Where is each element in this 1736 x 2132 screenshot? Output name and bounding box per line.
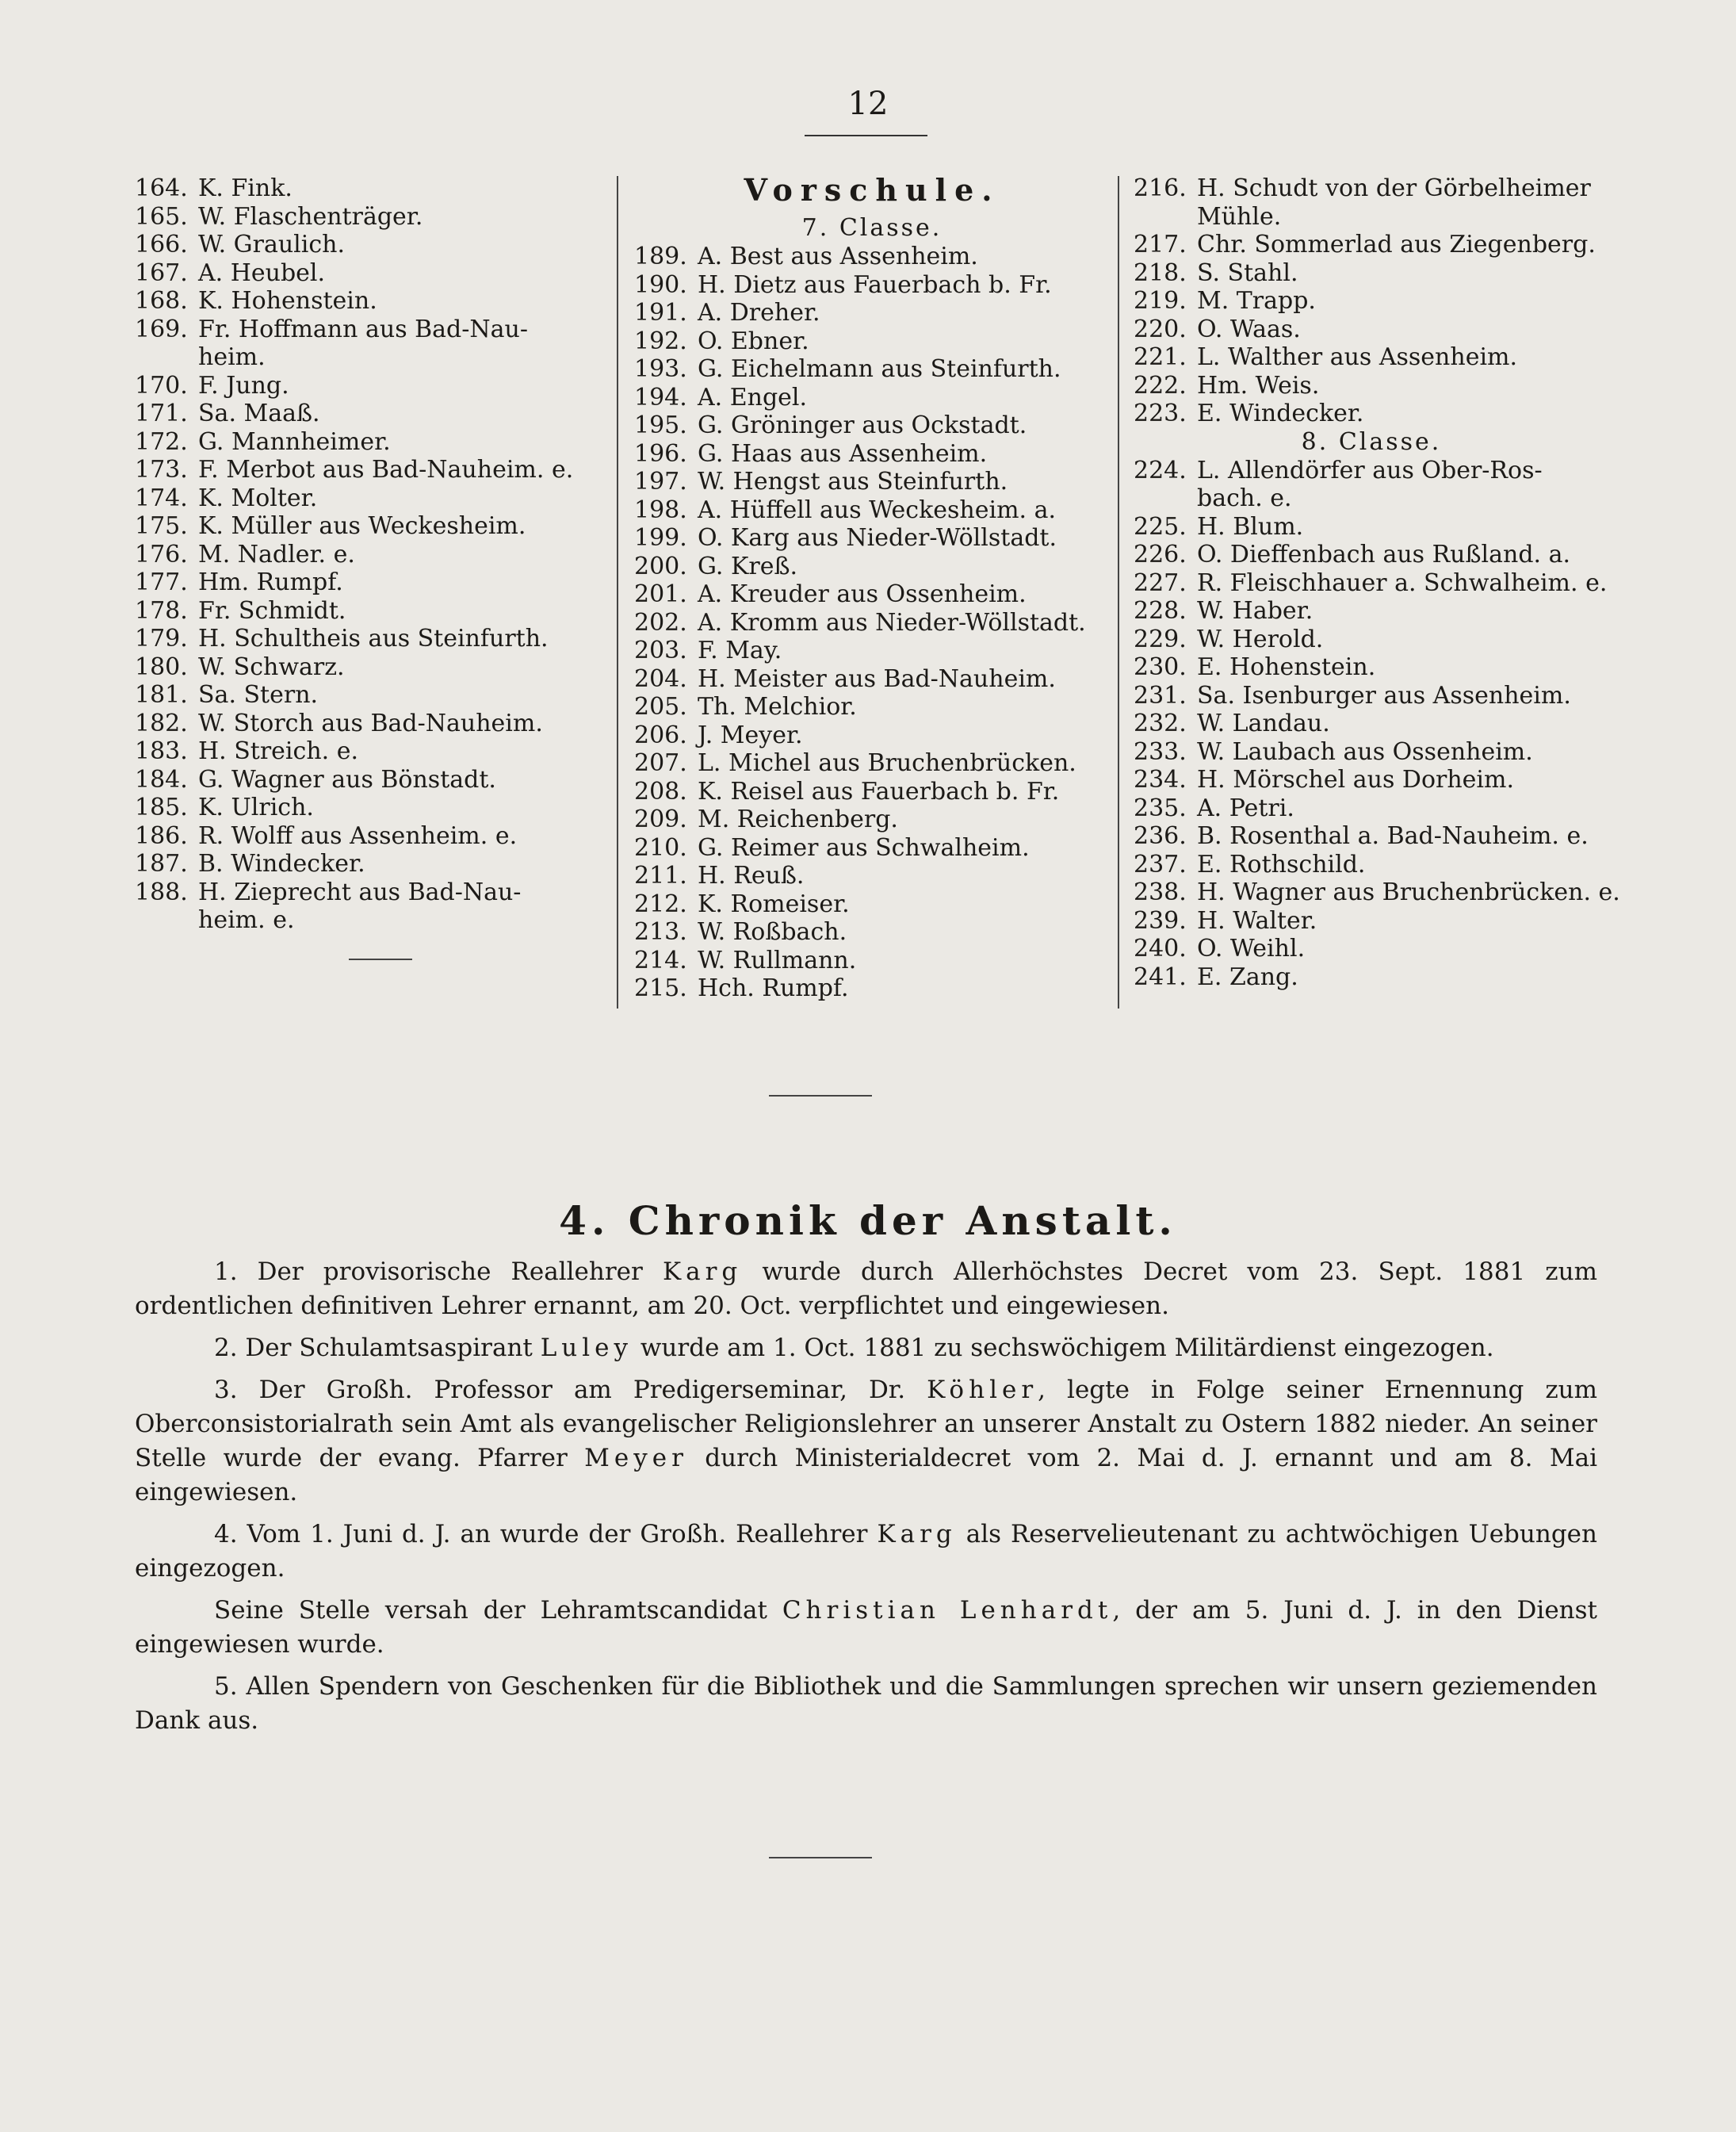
list-item bbox=[634, 665, 1110, 694]
entry-number: 180. bbox=[135, 653, 188, 681]
p3-text-a: 3. Der Großh. Professor am Predigerseminar, Dr. bbox=[214, 1376, 927, 1404]
entry-number: 190. bbox=[634, 270, 687, 299]
p3-name-1: Köhler bbox=[927, 1376, 1038, 1404]
p1-name: Karg bbox=[662, 1257, 743, 1286]
entry-text: Hch. Rumpf. bbox=[698, 974, 849, 1002]
list-item bbox=[634, 243, 1110, 271]
list-item bbox=[1134, 513, 1609, 542]
entry-number: 206. bbox=[634, 721, 687, 749]
entry-text: B. Windecker. bbox=[198, 850, 365, 878]
entry-text: H. Blum. bbox=[1197, 512, 1304, 541]
chronicle-paragraph-3 bbox=[135, 1373, 1597, 1510]
list-item bbox=[1134, 316, 1609, 344]
list-item bbox=[1134, 935, 1609, 963]
entry-number: 203. bbox=[634, 637, 687, 664]
entry-text: O. Weihl. bbox=[1197, 935, 1306, 963]
entry-number: 165. bbox=[135, 202, 188, 231]
chronicle-title: 4. Chronik der Anstalt. bbox=[559, 1197, 1177, 1244]
list-item bbox=[1134, 794, 1609, 823]
right-student-list-b bbox=[1134, 456, 1620, 992]
entry-number: 183. bbox=[135, 737, 188, 765]
entry-text: A. Heubel. bbox=[198, 258, 326, 287]
entry-number: 193. bbox=[634, 355, 687, 383]
entry-number: 187. bbox=[135, 850, 188, 878]
entry-text: A. Kreuder aus Ossenheim. bbox=[698, 580, 1027, 608]
list-item bbox=[634, 299, 1110, 327]
list-item bbox=[634, 384, 1110, 412]
p3-text-c: durch Ministerialdecret vom 2. Mai d. J. ernannt und am 8. Mai eingewiesen. bbox=[135, 1444, 1598, 1506]
entry-text: A. Best aus Assenheim. bbox=[698, 243, 978, 270]
entry-number: 191. bbox=[634, 299, 687, 327]
list-item bbox=[634, 974, 1110, 1003]
list-item bbox=[1134, 569, 1609, 598]
list-item bbox=[135, 822, 610, 851]
entry-text: K. Ulrich. bbox=[198, 794, 314, 821]
entry-number: 200. bbox=[634, 552, 687, 580]
chronicle-paragraph-6: 5. Allen Spendern von Geschenken für die Bibliothek und die Sammlungen sprechen wir unsern geziemenden Dank aus. bbox=[135, 1672, 1597, 1735]
entry-number: 218. bbox=[1134, 258, 1187, 287]
entry-text: G. Kreß. bbox=[698, 552, 798, 580]
list-item bbox=[1134, 626, 1609, 654]
left-column-end-rule bbox=[349, 959, 412, 960]
entry-text: A. Kromm aus Nieder-Wöllstadt. bbox=[698, 608, 1086, 637]
list-item bbox=[1134, 259, 1609, 288]
chronicle-body bbox=[135, 1255, 1597, 1746]
entry-number: 182. bbox=[135, 709, 188, 737]
entry-text: W. Haber. bbox=[1197, 597, 1313, 625]
list-item bbox=[135, 625, 610, 653]
right-column bbox=[1134, 174, 1620, 991]
entry-text: H. Schudt von der Görbelheimer bbox=[1197, 174, 1591, 202]
entry-text: E. Rothschild. bbox=[1197, 850, 1366, 878]
entry-text: K. Hohenstein. bbox=[198, 287, 377, 315]
list-item bbox=[634, 834, 1110, 863]
entry-text: A. Hüffell aus Weckesheim. a. bbox=[698, 496, 1057, 524]
list-item bbox=[634, 918, 1110, 947]
p3-text-b: , legte in Folge seiner Ernennung zum Oberconsistorialrath sein Amt als evangelischer Religionslehrer an unserer Anstalt zu Ostern 1882 nieder. An seiner Stelle wurde der evang. Pfarrer bbox=[135, 1376, 1598, 1472]
entry-text: Fr. Hoffmann aus Bad-Nau- bbox=[198, 315, 528, 343]
entry-number: 184. bbox=[135, 765, 188, 794]
entry-text: A. Engel. bbox=[698, 383, 808, 411]
list-item bbox=[634, 722, 1110, 750]
entry-number: 231. bbox=[1134, 681, 1187, 710]
entry-text: K. Müller aus Weckesheim. bbox=[198, 512, 526, 540]
entry-number: 239. bbox=[1134, 906, 1187, 935]
class-7-label: 7. Classe. bbox=[801, 214, 943, 242]
chronicle-paragraph-2 bbox=[135, 1331, 1597, 1365]
entry-number: 198. bbox=[634, 496, 687, 524]
list-item bbox=[1134, 174, 1609, 203]
entry-text: E. Windecker. bbox=[1197, 400, 1364, 427]
list-item bbox=[634, 580, 1110, 609]
entry-number: 196. bbox=[634, 439, 687, 468]
entry-number: 224. bbox=[1134, 456, 1187, 484]
entry-text: W. Flaschenträger. bbox=[198, 202, 423, 231]
list-item bbox=[634, 862, 1110, 890]
list-item bbox=[1134, 822, 1609, 851]
list-item bbox=[634, 355, 1110, 384]
page-number: 12 bbox=[847, 86, 889, 122]
left-student-list bbox=[135, 174, 610, 935]
list-item-continuation bbox=[135, 906, 610, 935]
list-item bbox=[135, 428, 610, 457]
list-item bbox=[634, 890, 1110, 919]
entry-text: Sa. Isenburger aus Assenheim. bbox=[1197, 681, 1571, 710]
entry-text: W. Hengst aus Steinfurth. bbox=[698, 468, 1008, 496]
vorschule-heading: Vorschule. bbox=[744, 172, 1000, 208]
list-item bbox=[634, 496, 1110, 525]
entry-text: E. Hohenstein. bbox=[1197, 653, 1376, 681]
chronicle-paragraph-4 bbox=[135, 1518, 1597, 1586]
entry-text: L. Allendörfer aus Ober-Ros- bbox=[1197, 456, 1543, 484]
entry-number: 233. bbox=[1134, 737, 1187, 766]
entry-text: G. Eichelmann aus Steinfurth. bbox=[698, 355, 1061, 383]
entry-text: Hm. Weis. bbox=[1197, 371, 1320, 400]
entry-text: B. Rosenthal a. Bad-Nauheim. e. bbox=[1197, 822, 1589, 850]
entry-text: L. Michel aus Bruchenbrücken. bbox=[698, 749, 1076, 777]
entry-text: E. Zang. bbox=[1197, 963, 1298, 991]
entry-number: 204. bbox=[634, 664, 687, 693]
list-item bbox=[634, 468, 1110, 496]
list-item bbox=[135, 400, 610, 428]
list-item bbox=[135, 231, 610, 259]
entry-number: 237. bbox=[1134, 850, 1187, 878]
list-item bbox=[1134, 231, 1609, 259]
entry-text: Mühle. bbox=[1197, 202, 1282, 231]
list-item bbox=[135, 456, 610, 484]
entry-text: H. Dietz aus Fauerbach b. Fr. bbox=[698, 270, 1052, 299]
section-divider-rule bbox=[769, 1095, 872, 1097]
entry-number: 223. bbox=[1134, 400, 1187, 427]
list-item bbox=[1134, 400, 1609, 428]
list-item bbox=[634, 749, 1110, 778]
list-item-continuation bbox=[135, 343, 610, 372]
entry-number: 238. bbox=[1134, 878, 1187, 906]
entry-text: H. Walter. bbox=[1197, 906, 1317, 935]
entry-text: F. May. bbox=[698, 637, 782, 664]
entry-number: 192. bbox=[634, 327, 687, 355]
entry-number: 201. bbox=[634, 580, 687, 608]
entry-text: G. Haas aus Assenheim. bbox=[698, 439, 988, 468]
entry-text: G. Gröninger aus Ockstadt. bbox=[698, 411, 1027, 439]
entry-number: 229. bbox=[1134, 625, 1187, 653]
list-item bbox=[1134, 710, 1609, 738]
entry-text: A. Petri. bbox=[1197, 794, 1294, 822]
entry-number: 188. bbox=[135, 878, 188, 906]
list-item bbox=[634, 609, 1110, 637]
list-item bbox=[135, 316, 610, 344]
entry-number: 208. bbox=[634, 777, 687, 806]
list-item bbox=[634, 947, 1110, 975]
entry-number: 164. bbox=[135, 174, 188, 202]
list-item bbox=[1134, 963, 1609, 992]
entry-text: R. Fleischhauer a. Schwalheim. e. bbox=[1197, 568, 1608, 597]
entry-number: 227. bbox=[1134, 568, 1187, 597]
entry-text: K. Reisel aus Fauerbach b. Fr. bbox=[698, 777, 1060, 806]
entry-number: 225. bbox=[1134, 512, 1187, 541]
list-item-continuation bbox=[1134, 203, 1609, 232]
list-item bbox=[1134, 597, 1609, 626]
entry-text: K. Molter. bbox=[198, 484, 318, 512]
p3-name-2: Meyer bbox=[584, 1444, 688, 1472]
list-item bbox=[634, 806, 1110, 834]
list-item bbox=[135, 372, 610, 400]
p1-text-b: wurde durch Allerhöchstes Decret vom 23. Sept. 1881 zum ordentlichen definitiven Lehrer ernannt, am 20. Oct. verpflichtet und eingewiesen. bbox=[135, 1257, 1597, 1320]
p5-name: Christian Lenhardt bbox=[782, 1596, 1113, 1625]
entry-number: 207. bbox=[634, 749, 687, 777]
entry-text: J. Meyer. bbox=[698, 721, 803, 749]
entry-text: K. Fink. bbox=[198, 174, 293, 202]
entry-text: W. Landau. bbox=[1197, 710, 1330, 737]
entry-number: 221. bbox=[1134, 343, 1187, 371]
p2-text-a: 2. Der Schulamtsaspirant bbox=[214, 1334, 541, 1362]
entry-text: M. Trapp. bbox=[1197, 287, 1316, 315]
list-item bbox=[1134, 541, 1609, 569]
entry-number: 211. bbox=[634, 862, 687, 890]
end-divider-rule bbox=[769, 1857, 872, 1858]
entry-number: 214. bbox=[634, 946, 687, 974]
entry-number: 176. bbox=[135, 540, 188, 568]
list-item bbox=[135, 878, 610, 907]
p2-text-b: wurde am 1. Oct. 1881 zu sechswöchigem Militärdienst eingezogen. bbox=[633, 1334, 1494, 1362]
entry-number: 235. bbox=[1134, 794, 1187, 822]
entry-number: 174. bbox=[135, 484, 188, 512]
entry-text: G. Wagner aus Bönstadt. bbox=[198, 765, 496, 794]
entry-number: 230. bbox=[1134, 653, 1187, 681]
entry-number: 232. bbox=[1134, 710, 1187, 737]
list-item bbox=[634, 778, 1110, 806]
entry-text: H. Meister aus Bad-Nauheim. bbox=[698, 664, 1056, 693]
column-divider-left bbox=[617, 176, 618, 1009]
middle-column bbox=[634, 174, 1110, 1003]
right-student-list-a bbox=[1134, 174, 1609, 428]
list-item bbox=[1134, 851, 1609, 879]
class-8-label: 8. Classe. bbox=[1301, 427, 1442, 456]
list-item bbox=[634, 553, 1110, 581]
entry-number: 212. bbox=[634, 890, 687, 918]
list-item bbox=[135, 681, 610, 710]
entry-text: H. Reuß. bbox=[698, 862, 805, 890]
chronicle-paragraph-1 bbox=[135, 1255, 1597, 1323]
entry-text: W. Roßbach. bbox=[698, 918, 847, 946]
list-item bbox=[135, 512, 610, 541]
list-item bbox=[634, 440, 1110, 469]
entry-number: 169. bbox=[135, 315, 188, 343]
chronicle-paragraph-5 bbox=[135, 1594, 1597, 1662]
entry-text: O. Waas. bbox=[1197, 315, 1301, 343]
list-item bbox=[135, 287, 610, 316]
list-item bbox=[1134, 343, 1609, 372]
list-item bbox=[135, 597, 610, 626]
entry-text: H. Mörschel aus Dorheim. bbox=[1197, 766, 1515, 794]
list-item bbox=[135, 541, 610, 569]
entry-number: 216. bbox=[1134, 174, 1187, 202]
entry-number: 194. bbox=[634, 383, 687, 411]
list-item bbox=[135, 203, 610, 232]
entry-text: S. Stahl. bbox=[1197, 258, 1298, 287]
p2-name: Luley bbox=[540, 1334, 633, 1362]
entry-text: M. Nadler. e. bbox=[198, 540, 355, 568]
p4-text-b: als Reservelieutenant zu achtwöchigen Uebungen eingezogen. bbox=[135, 1520, 1597, 1583]
entry-text: G. Reimer aus Schwalheim. bbox=[698, 833, 1030, 862]
entry-number: 173. bbox=[135, 456, 188, 484]
entry-number: 213. bbox=[634, 918, 687, 946]
p4-name: Karg bbox=[877, 1520, 957, 1548]
middle-student-list bbox=[634, 243, 1110, 1003]
entry-text: A. Dreher. bbox=[698, 299, 820, 327]
left-column bbox=[135, 174, 610, 960]
entry-text: bach. e. bbox=[1197, 484, 1292, 512]
entry-text: Fr. Schmidt. bbox=[198, 596, 346, 625]
entry-text: Sa. Maaß. bbox=[198, 400, 320, 427]
list-item bbox=[135, 850, 610, 878]
list-item bbox=[135, 259, 610, 288]
list-item bbox=[1134, 738, 1609, 767]
entry-number: 186. bbox=[135, 821, 188, 850]
entry-number: 222. bbox=[1134, 371, 1187, 400]
entry-text: O. Karg aus Nieder-Wöllstadt. bbox=[698, 524, 1057, 552]
entry-number: 241. bbox=[1134, 963, 1187, 991]
entry-number: 171. bbox=[135, 400, 188, 427]
entry-text: K. Romeiser. bbox=[698, 890, 850, 918]
p5-text-b: , der am 5. Juni d. J. in den Dienst eingewiesen wurde. bbox=[135, 1596, 1597, 1659]
list-item bbox=[1134, 878, 1620, 907]
entry-number: 168. bbox=[135, 287, 188, 315]
list-item bbox=[135, 484, 610, 513]
entry-text: L. Walther aus Assenheim. bbox=[1197, 343, 1518, 371]
entry-number: 177. bbox=[135, 568, 188, 596]
entry-text: Hm. Rumpf. bbox=[198, 568, 343, 596]
entry-text: W. Herold. bbox=[1197, 625, 1324, 653]
list-item bbox=[135, 653, 610, 682]
entry-number: 181. bbox=[135, 681, 188, 709]
entry-text: Chr. Sommerlad aus Ziegenberg. bbox=[1197, 231, 1596, 258]
entry-text: H. Zieprecht aus Bad-Nau- bbox=[198, 878, 522, 906]
list-item bbox=[1134, 682, 1609, 710]
list-item bbox=[135, 737, 610, 766]
entry-number: 228. bbox=[1134, 597, 1187, 625]
list-item bbox=[634, 524, 1110, 553]
list-item bbox=[135, 174, 610, 203]
list-item bbox=[135, 766, 610, 794]
list-item bbox=[135, 794, 610, 822]
entry-text: heim. e. bbox=[198, 906, 295, 934]
entry-number: 234. bbox=[1134, 766, 1187, 794]
entry-number: 202. bbox=[634, 608, 687, 637]
entry-number: 170. bbox=[135, 371, 188, 400]
list-item bbox=[634, 637, 1110, 665]
entry-number: 195. bbox=[634, 411, 687, 439]
entry-number: 210. bbox=[634, 833, 687, 862]
entry-number: 226. bbox=[1134, 541, 1187, 568]
entry-text: O. Ebner. bbox=[698, 327, 809, 355]
page-number-rule bbox=[805, 135, 927, 136]
entry-number: 205. bbox=[634, 693, 687, 721]
entry-number: 178. bbox=[135, 596, 188, 625]
list-item bbox=[1134, 907, 1609, 936]
list-item bbox=[634, 411, 1110, 440]
entry-number: 199. bbox=[634, 524, 687, 552]
list-item bbox=[1134, 457, 1609, 485]
entry-text: W. Rullmann. bbox=[698, 946, 857, 974]
entry-text: M. Reichenberg. bbox=[698, 806, 898, 833]
list-item bbox=[634, 327, 1110, 356]
entry-text: H. Schultheis aus Steinfurth. bbox=[198, 625, 549, 653]
entry-number: 215. bbox=[634, 974, 687, 1002]
entry-number: 219. bbox=[1134, 287, 1187, 315]
list-item bbox=[634, 271, 1110, 300]
entry-text: W. Graulich. bbox=[198, 231, 346, 258]
list-item bbox=[1134, 372, 1609, 400]
entry-text: F. Jung. bbox=[198, 371, 289, 400]
entry-text: Sa. Stern. bbox=[198, 681, 319, 709]
entry-number: 209. bbox=[634, 806, 687, 833]
entry-text: H. Streich. e. bbox=[198, 737, 359, 765]
entry-text: W. Schwarz. bbox=[198, 653, 345, 681]
entry-number: 179. bbox=[135, 625, 188, 653]
entry-text: R. Wolff aus Assenheim. e. bbox=[198, 821, 518, 850]
list-item-continuation bbox=[1134, 484, 1609, 513]
entry-text: G. Mannheimer. bbox=[198, 427, 391, 456]
list-item bbox=[135, 710, 610, 738]
list-item bbox=[1134, 766, 1609, 794]
entry-number: 197. bbox=[634, 468, 687, 496]
entry-text: O. Dieffenbach aus Rußland. a. bbox=[1197, 541, 1571, 568]
entry-number: 236. bbox=[1134, 822, 1187, 850]
entry-number: 166. bbox=[135, 231, 188, 258]
entry-number: 220. bbox=[1134, 315, 1187, 343]
entry-text: H. Wagner aus Bruchenbrücken. e. bbox=[1197, 878, 1620, 906]
p1-text-a: 1. Der provisorische Reallehrer bbox=[214, 1257, 663, 1286]
entry-number: 167. bbox=[135, 258, 188, 287]
entry-number: 172. bbox=[135, 427, 188, 456]
entry-number: 189. bbox=[634, 243, 687, 270]
column-divider-right bbox=[1118, 176, 1119, 1009]
p5-text-a: Seine Stelle versah der Lehramtscandidat bbox=[214, 1596, 782, 1625]
p4-text-a: 4. Vom 1. Juni d. J. an wurde der Großh. Reallehrer bbox=[214, 1520, 878, 1548]
list-item bbox=[135, 568, 610, 597]
entry-text: W. Storch aus Bad-Nauheim. bbox=[198, 709, 543, 737]
entry-text: Th. Melchior. bbox=[698, 693, 857, 721]
entry-number: 175. bbox=[135, 512, 188, 540]
list-item bbox=[634, 693, 1110, 722]
list-item bbox=[1134, 287, 1609, 316]
list-item bbox=[1134, 653, 1609, 682]
entry-number: 217. bbox=[1134, 231, 1187, 258]
entry-text: heim. bbox=[198, 343, 266, 371]
entry-number: 185. bbox=[135, 794, 188, 821]
entry-text: F. Merbot aus Bad-Nauheim. e. bbox=[198, 456, 574, 484]
entry-number: 240. bbox=[1134, 935, 1187, 963]
entry-text: W. Laubach aus Ossenheim. bbox=[1197, 737, 1533, 766]
